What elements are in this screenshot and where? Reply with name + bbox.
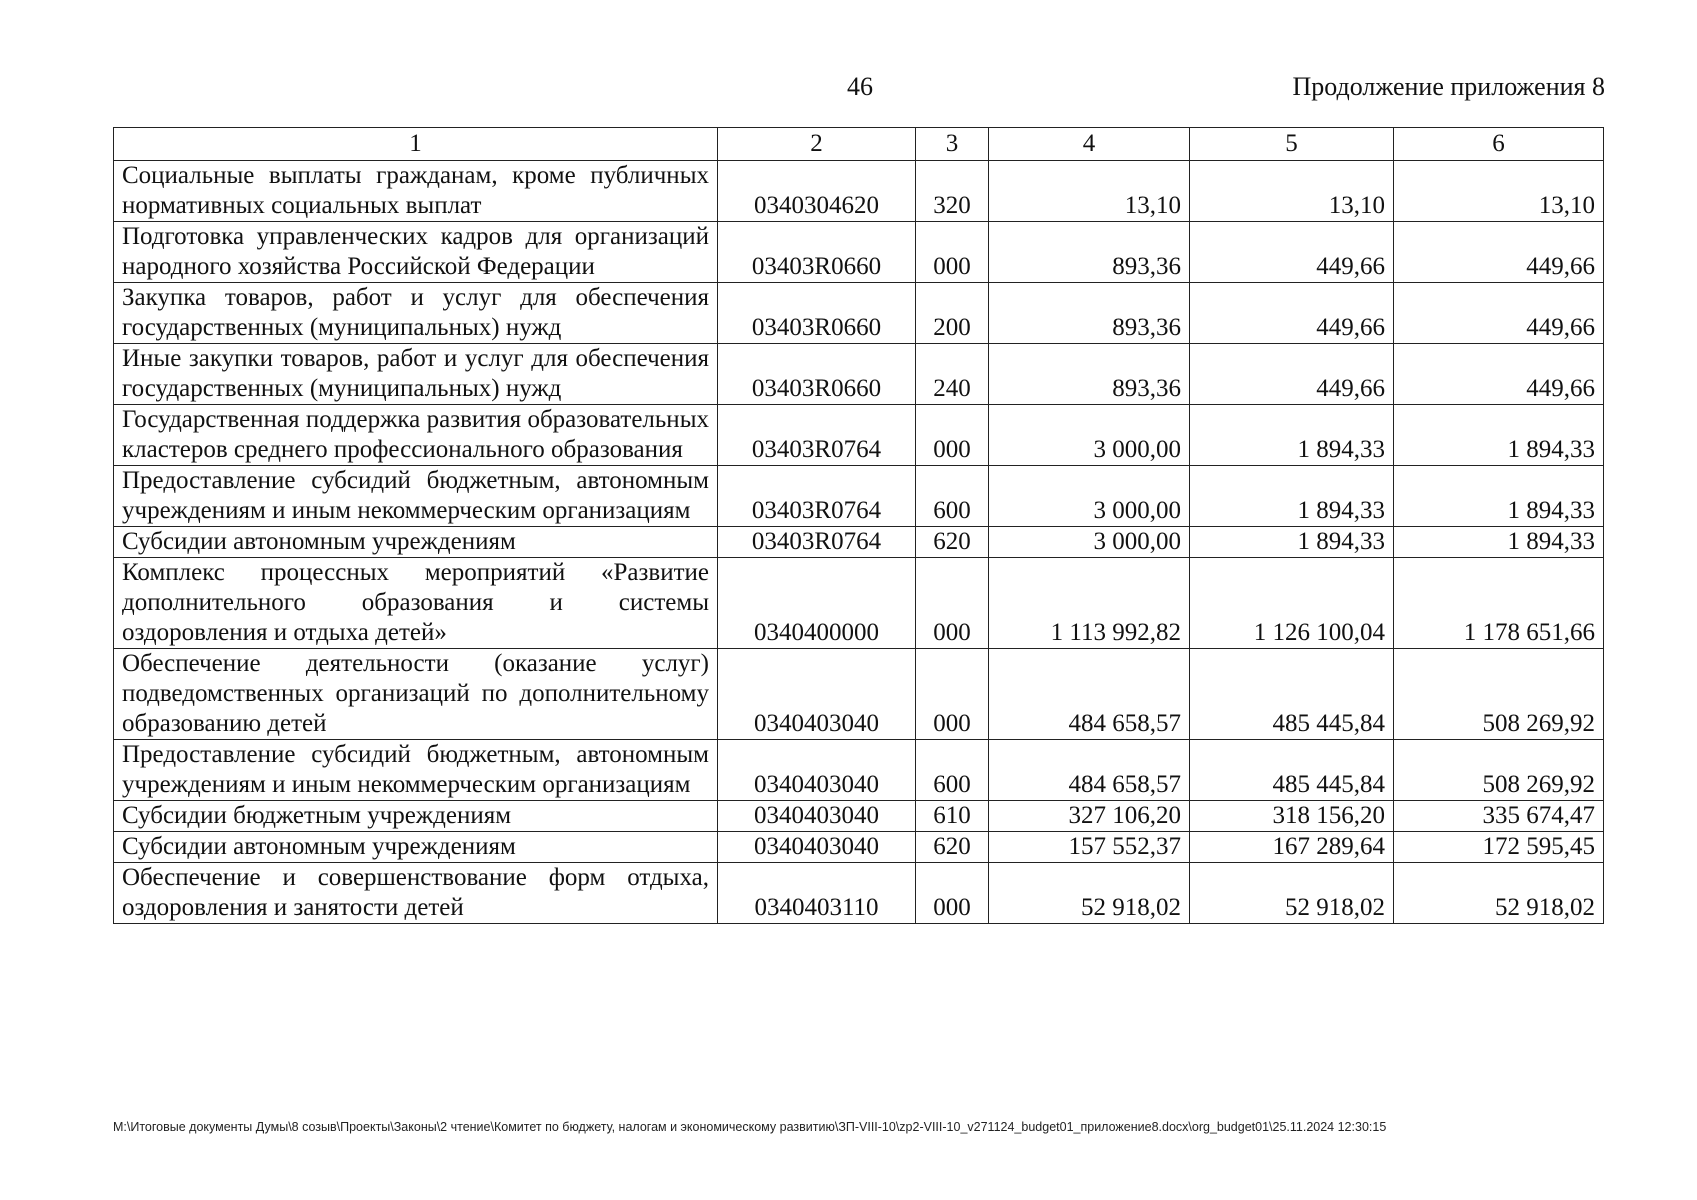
row-code: 03403R0660 <box>718 222 916 283</box>
row-value-2: 1 894,33 <box>1190 466 1394 527</box>
row-type: 000 <box>916 222 989 283</box>
row-value-2: 1 126 100,04 <box>1190 558 1394 649</box>
row-value-2: 485 445,84 <box>1190 740 1394 801</box>
row-type: 620 <box>916 832 989 863</box>
row-name: Иные закупки товаров, работ и услуг для обеспечения государственных (муниципальных) нужд <box>114 344 718 405</box>
row-value-3: 13,10 <box>1394 161 1604 222</box>
row-value-1: 1 113 992,82 <box>989 558 1190 649</box>
row-value-3: 449,66 <box>1394 222 1604 283</box>
row-value-3: 335 674,47 <box>1394 801 1604 832</box>
row-code: 0340403040 <box>718 801 916 832</box>
row-value-1: 157 552,37 <box>989 832 1190 863</box>
row-value-2: 449,66 <box>1190 222 1394 283</box>
row-value-3: 172 595,45 <box>1394 832 1604 863</box>
table-row <box>114 863 1604 924</box>
row-value-1: 52 918,02 <box>989 863 1190 924</box>
row-name: Предоставление субсидий бюджетным, автономным учреждениям и иным некоммерческим организациям <box>114 740 718 801</box>
row-value-3: 1 894,33 <box>1394 527 1604 558</box>
row-code: 03403R0660 <box>718 283 916 344</box>
row-type: 610 <box>916 801 989 832</box>
row-value-1: 893,36 <box>989 222 1190 283</box>
row-name: Социальные выплаты гражданам, кроме публичных нормативных социальных выплат <box>114 161 718 222</box>
row-value-1: 13,10 <box>989 161 1190 222</box>
table-row <box>114 801 1604 832</box>
header-row <box>114 128 1604 161</box>
row-value-2: 318 156,20 <box>1190 801 1394 832</box>
row-type: 240 <box>916 344 989 405</box>
table-row <box>114 466 1604 527</box>
table-row <box>114 283 1604 344</box>
column-header: 6 <box>1394 128 1604 161</box>
table-row <box>114 649 1604 740</box>
row-value-2: 13,10 <box>1190 161 1394 222</box>
row-value-1: 3 000,00 <box>989 527 1190 558</box>
row-code: 0340304620 <box>718 161 916 222</box>
row-value-2: 449,66 <box>1190 283 1394 344</box>
row-value-3: 449,66 <box>1394 344 1604 405</box>
row-name: Предоставление субсидий бюджетным, автономным учреждениям и иным некоммерческим организациям <box>114 466 718 527</box>
row-value-2: 167 289,64 <box>1190 832 1394 863</box>
row-type: 000 <box>916 558 989 649</box>
row-code: 03403R0764 <box>718 527 916 558</box>
row-value-3: 508 269,92 <box>1394 740 1604 801</box>
row-value-3: 1 894,33 <box>1394 466 1604 527</box>
row-code: 0340403040 <box>718 740 916 801</box>
row-name: Субсидии автономным учреждениям <box>114 832 718 863</box>
row-type: 600 <box>916 466 989 527</box>
table-row <box>114 161 1604 222</box>
row-name: Подготовка управленческих кадров для организаций народного хозяйства Российской Федерации <box>114 222 718 283</box>
row-value-2: 1 894,33 <box>1190 527 1394 558</box>
row-code: 0340403040 <box>718 649 916 740</box>
column-header: 4 <box>989 128 1190 161</box>
row-code: 0340403040 <box>718 832 916 863</box>
row-type: 620 <box>916 527 989 558</box>
row-value-3: 1 894,33 <box>1394 405 1604 466</box>
table-row <box>114 405 1604 466</box>
table-row <box>114 222 1604 283</box>
row-type: 000 <box>916 405 989 466</box>
row-type: 200 <box>916 283 989 344</box>
row-value-2: 449,66 <box>1190 344 1394 405</box>
row-value-1: 893,36 <box>989 283 1190 344</box>
row-name: Закупка товаров, работ и услуг для обеспечения государственных (муниципальных) нужд <box>114 283 718 344</box>
row-value-2: 52 918,02 <box>1190 863 1394 924</box>
row-value-1: 3 000,00 <box>989 466 1190 527</box>
row-code: 03403R0764 <box>718 466 916 527</box>
row-code: 0340403110 <box>718 863 916 924</box>
row-name: Обеспечение деятельности (оказание услуг) подведомственных организаций по дополнительному образованию детей <box>114 649 718 740</box>
row-type: 320 <box>916 161 989 222</box>
row-value-3: 449,66 <box>1394 283 1604 344</box>
row-name: Государственная поддержка развития образовательных кластеров среднего профессионального образования <box>114 405 718 466</box>
column-header: 2 <box>718 128 916 161</box>
row-name: Субсидии бюджетным учреждениям <box>114 801 718 832</box>
table-row <box>114 527 1604 558</box>
row-type: 000 <box>916 649 989 740</box>
row-value-3: 508 269,92 <box>1394 649 1604 740</box>
row-code: 03403R0660 <box>718 344 916 405</box>
page-number: 46 <box>847 72 873 101</box>
row-value-1: 3 000,00 <box>989 405 1190 466</box>
row-name: Комплекс процессных мероприятий «Развитие дополнительного образования и системы оздоровления и отдыха детей» <box>114 558 718 649</box>
column-header: 5 <box>1190 128 1394 161</box>
row-type: 000 <box>916 863 989 924</box>
table-row <box>114 344 1604 405</box>
table-row <box>114 740 1604 801</box>
row-value-3: 1 178 651,66 <box>1394 558 1604 649</box>
column-header: 3 <box>916 128 989 161</box>
row-code: 03403R0764 <box>718 405 916 466</box>
row-code: 0340400000 <box>718 558 916 649</box>
row-value-1: 484 658,57 <box>989 649 1190 740</box>
row-value-2: 485 445,84 <box>1190 649 1394 740</box>
row-value-1: 327 106,20 <box>989 801 1190 832</box>
table-row <box>114 832 1604 863</box>
row-name: Субсидии автономным учреждениям <box>114 527 718 558</box>
budget-table <box>113 127 1604 924</box>
continuation-label: Продолжение приложения 8 <box>1292 72 1605 101</box>
row-value-2: 1 894,33 <box>1190 405 1394 466</box>
row-value-1: 484 658,57 <box>989 740 1190 801</box>
row-value-1: 893,36 <box>989 344 1190 405</box>
document-path: M:\Итоговые документы Думы\8 созыв\Проекты\Законы\2 чтение\Комитет по бюджету, налогам и экономическому развитию\ЗП-VIII-10\zp2-VIII-10_v271124_budget01_приложение8.docx\org_budget01\25.11.2024 12:30:15 <box>113 1120 1387 1134</box>
row-value-3: 52 918,02 <box>1394 863 1604 924</box>
row-type: 600 <box>916 740 989 801</box>
column-header: 1 <box>114 128 718 161</box>
table-row <box>114 558 1604 649</box>
row-name: Обеспечение и совершенствование форм отдыха, оздоровления и занятости детей <box>114 863 718 924</box>
